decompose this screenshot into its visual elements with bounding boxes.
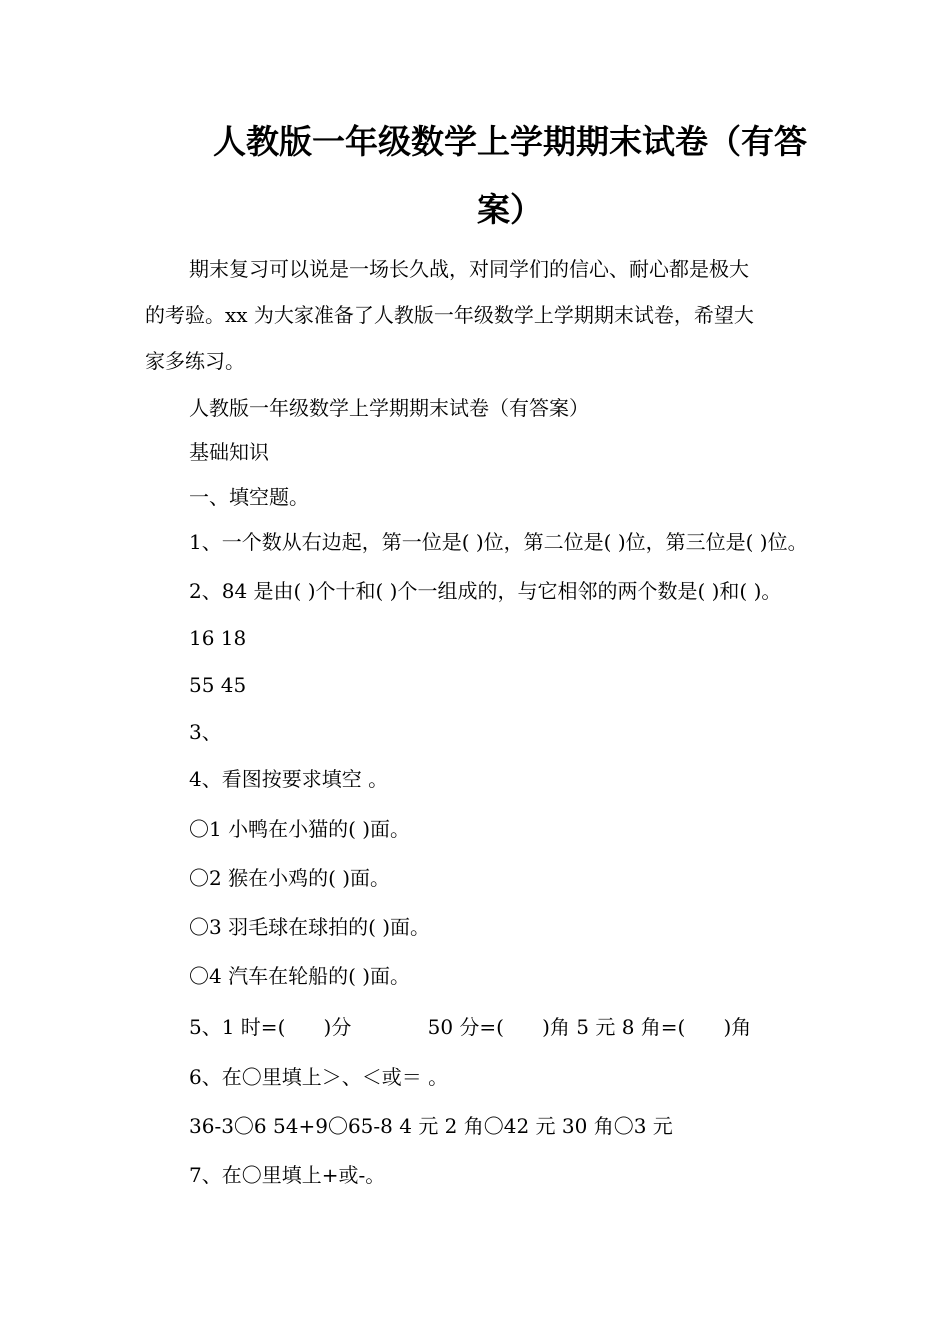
question-1: 1、一个数从右边起，第一位是( )位，第二位是( )位，第三位是( )位。 xyxy=(189,530,808,554)
question-6: 6、在〇里填上＞、＜或＝ 。 xyxy=(189,1065,449,1089)
document-title-line-1: 人教版一年级数学上学期期末试卷（有答 xyxy=(213,122,807,161)
intro-paragraph-line-3: 家多练习。 xyxy=(145,349,245,373)
subtitle-line: 人教版一年级数学上学期期末试卷（有答案） xyxy=(189,396,589,420)
intro-text-1: 期末复习可以说是一场长久战，对同学们的信心、耐心都是极大 xyxy=(189,257,749,281)
document-title-line-2: 案） xyxy=(477,190,543,229)
question-2: 2、84 是由( )个十和( )个一组成的，与它相邻的两个数是( )和( )。 xyxy=(189,579,782,603)
number-row-1: 16 18 xyxy=(189,626,247,650)
intro-paragraph-line-2: 的考验。xx 为大家准备了人教版一年级数学上学期期末试卷，希望大 xyxy=(145,303,754,327)
question-4-item-4: 〇4 汽车在轮船的( )面。 xyxy=(189,964,411,988)
section-heading-basics: 基础知识 xyxy=(189,440,269,464)
question-5: 5、1 时=( )分 50 分=( )角 5 元 8 角=( )角 xyxy=(189,1015,752,1039)
question-7: 7、在〇里填上+或-。 xyxy=(189,1163,386,1187)
question-4-item-2: 〇2 猴在小鸡的( )面。 xyxy=(189,866,391,890)
section-heading-fill-blanks: 一、填空题。 xyxy=(189,485,309,509)
intro-paragraph-line-1 xyxy=(145,246,815,292)
question-4-item-1: 〇1 小鸭在小猫的( )面。 xyxy=(189,817,411,841)
number-row-2: 55 45 xyxy=(189,673,247,697)
question-6-items: 36-3〇6 54+9〇65-8 4 元 2 角〇42 元 30 角〇3 元 xyxy=(189,1114,673,1138)
question-4: 4、看图按要求填空 。 xyxy=(189,767,389,791)
question-3: 3、 xyxy=(189,720,222,744)
question-4-item-3: 〇3 羽毛球在球拍的( )面。 xyxy=(189,915,431,939)
